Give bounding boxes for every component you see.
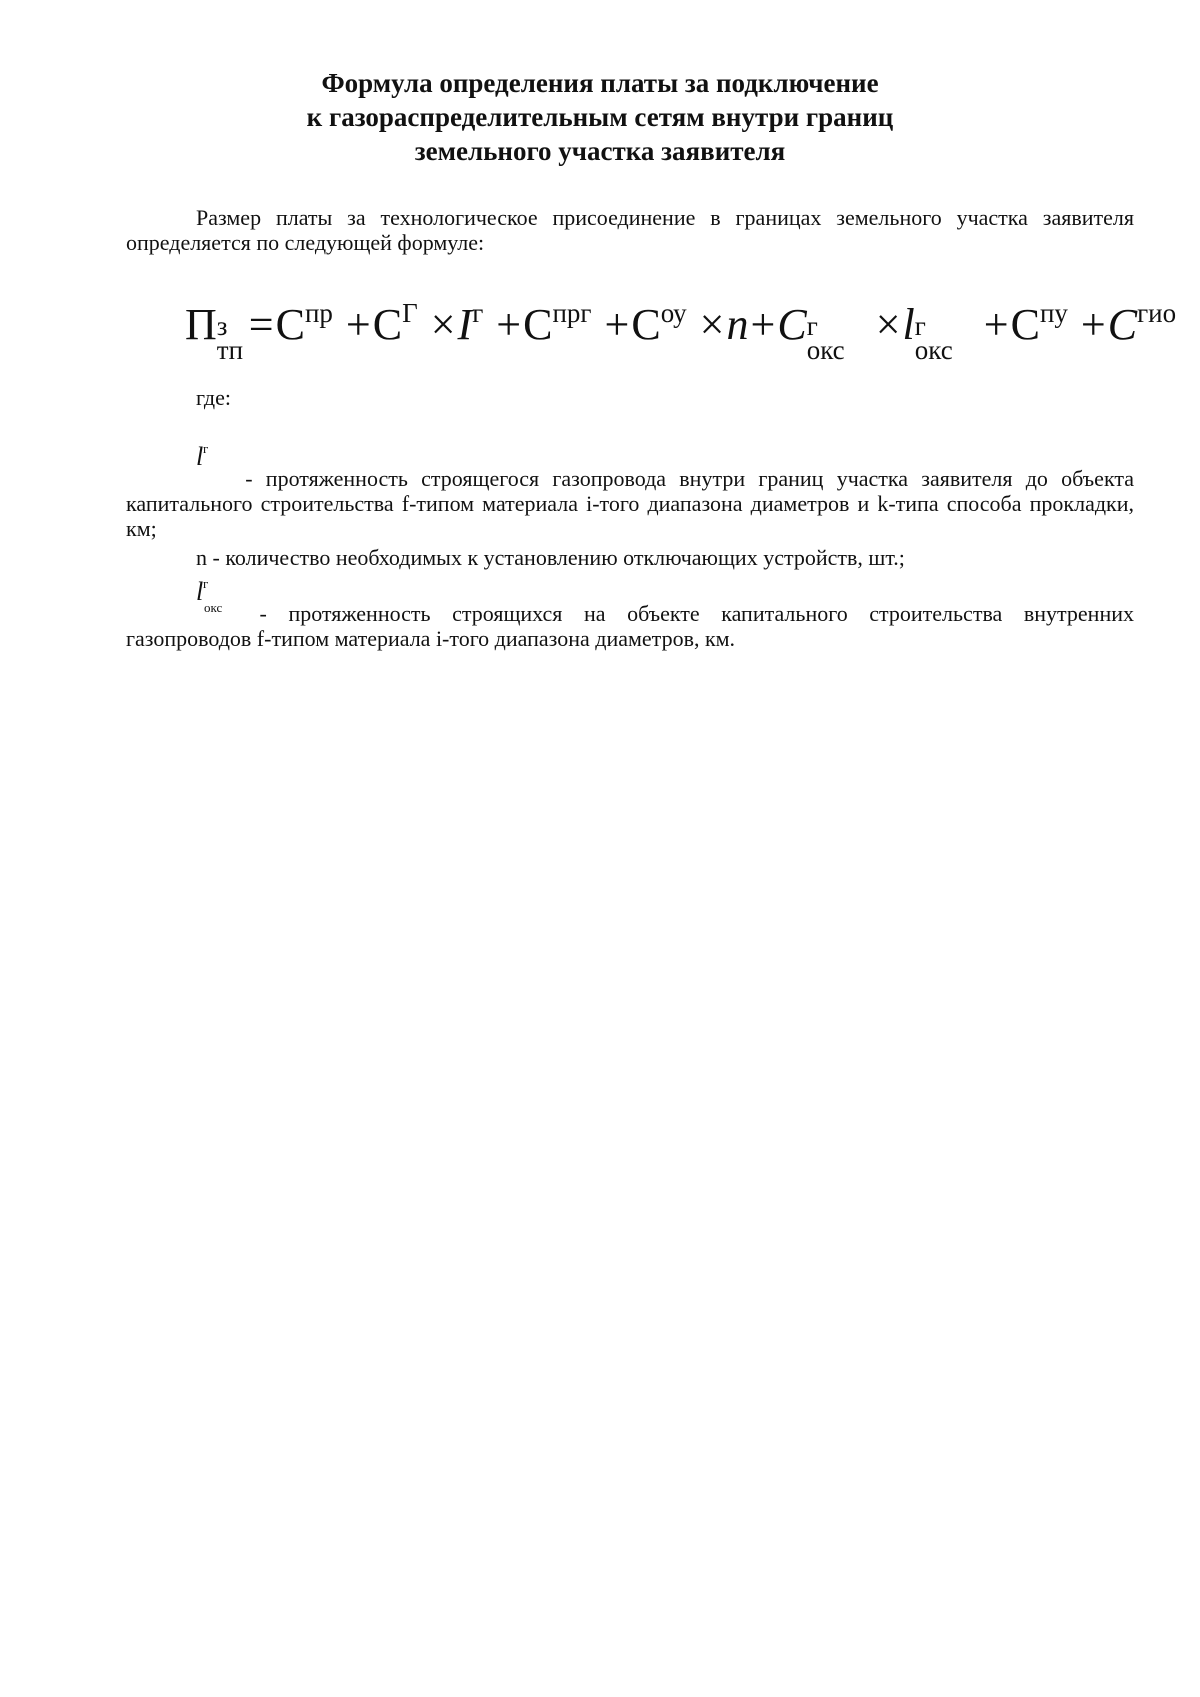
formula-plus-2: + xyxy=(496,300,522,349)
formula-n: n xyxy=(726,300,749,349)
formula-l-g: I xyxy=(457,300,473,349)
definition-l-oks-text: - протяженность строящихся на объекте капитального строительства внутренних газопроводов f-типом материала i-того диапазона диаметров, км. xyxy=(126,601,1134,651)
formula-c-ou-sup: оу xyxy=(660,298,687,328)
formula-c-pr: С xyxy=(275,300,305,349)
symbol-l-g-sup: г xyxy=(203,441,209,456)
title-line-3: земельного участка заявителя xyxy=(414,136,786,166)
definition-l-text: - протяженность строящегося газопровода внутри границ участка заявителя до объекта капитального строительства f-типом материала i-того диапазона диаметров и k-типа способа прокладки, км; xyxy=(126,466,1134,541)
symbol-l-g-main: l xyxy=(196,442,204,471)
formula-plus-4: + xyxy=(750,300,776,349)
formula-l-oks-sup: г xyxy=(914,311,926,341)
formula-plus-1: + xyxy=(345,300,371,349)
definition-l xyxy=(126,441,1134,541)
formula-l-oks: l xyxy=(902,300,915,349)
formula-l-oks-sub: окс xyxy=(914,335,953,365)
formula-c-pr-sup: пр xyxy=(304,298,333,328)
formula-times-2: × xyxy=(699,300,725,349)
formula-c-pu: С xyxy=(1010,300,1040,349)
fee-formula xyxy=(185,290,1177,365)
formula-l-oks-scripts xyxy=(914,295,971,365)
symbol-l-oks-main: l xyxy=(196,577,204,606)
symbol-l-oks-sub: окс xyxy=(204,600,223,615)
formula-times-1: × xyxy=(430,300,456,349)
where-label: где: xyxy=(196,385,231,410)
formula-c-prg-sup: прг xyxy=(552,298,592,328)
formula-c-oks: C xyxy=(777,300,807,349)
formula-c-ou: С xyxy=(631,300,661,349)
formula-plus-6: + xyxy=(1080,300,1106,349)
formula-c-pu-sup: пу xyxy=(1039,298,1068,328)
formula-plus-3: + xyxy=(604,300,630,349)
intro-paragraph: Размер платы за технологическое присоединение в границах земельного участка заявителя определяется по следующей формуле: xyxy=(126,205,1134,255)
document-title xyxy=(120,66,1080,168)
formula-c-gio-sup: гио xyxy=(1137,298,1177,328)
formula-c-g: С xyxy=(372,300,403,349)
formula-c-oks-sup: г xyxy=(806,311,818,341)
symbol-l-oks-sup: г xyxy=(203,576,209,591)
formula-p-sup: з xyxy=(216,311,228,341)
formula-plus-5: + xyxy=(983,300,1009,349)
formula-c-g-sup: Г xyxy=(402,298,418,328)
title-line-2: к газораспределительным сетям внутри границ xyxy=(306,102,894,132)
symbol-l-oks xyxy=(196,576,238,621)
definition-n: n - количество необходимых к установлению отключающих устройств, шт.; xyxy=(196,545,905,570)
formula-times-3: × xyxy=(875,300,901,349)
formula-l-g-sup: г xyxy=(472,298,484,328)
formula-c-gio: C xyxy=(1107,300,1138,349)
formula-c-prg: С xyxy=(523,300,553,349)
definition-l-oks xyxy=(126,576,1134,651)
formula-c-oks-scripts xyxy=(806,295,863,365)
formula-equals: = xyxy=(248,300,274,349)
title-line-1: Формула определения платы за подключение xyxy=(321,68,879,98)
formula-p: П xyxy=(185,300,217,349)
formula-c-oks-sub: окс xyxy=(806,335,845,365)
formula-p-sub: тп xyxy=(216,335,244,365)
symbol-l-g xyxy=(196,441,232,486)
